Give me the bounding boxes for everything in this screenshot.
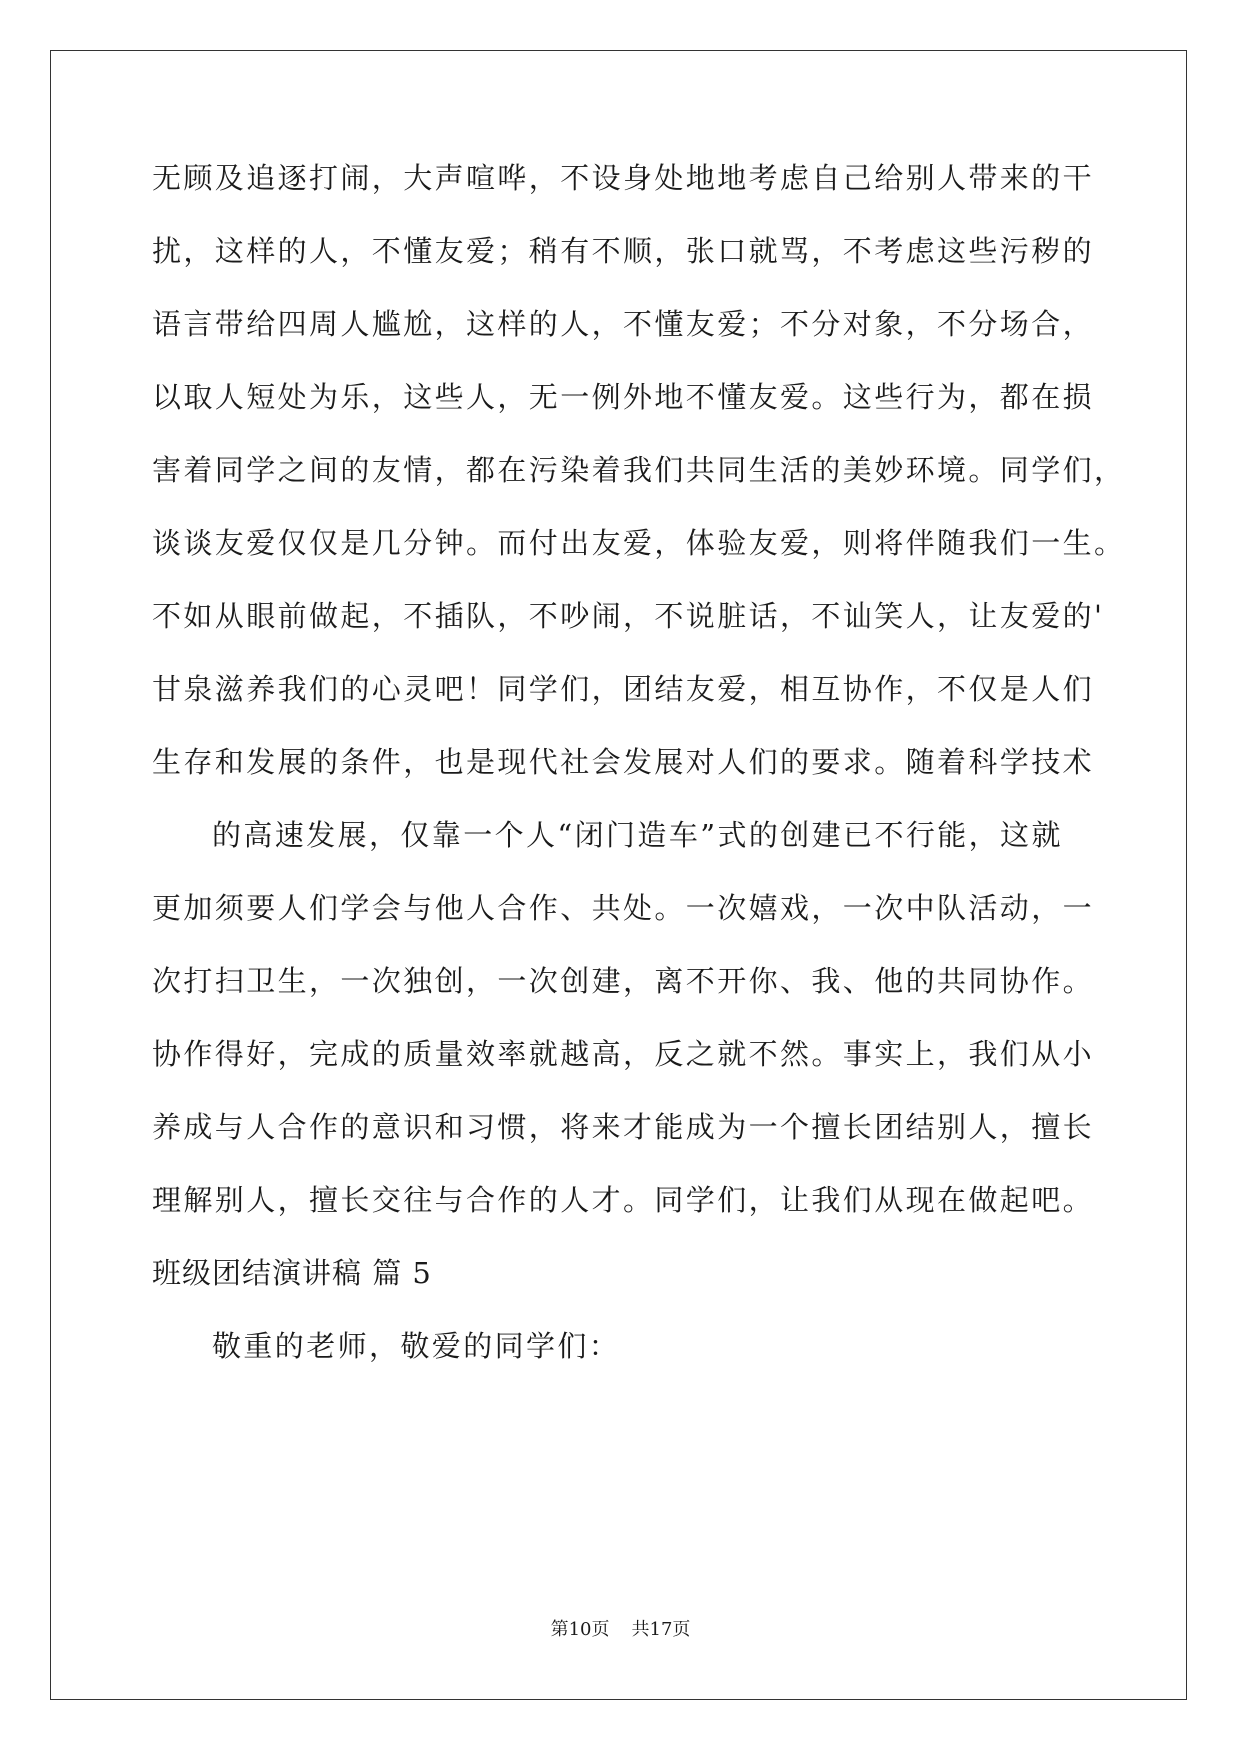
page-border <box>50 50 1187 1700</box>
body-line-6: 谈谈友爱仅仅是几分钟。而付出友爱，体验友爱，则将伴随我们一生。 <box>152 526 1126 560</box>
body-line-10: 的高速发展，仅靠一个人“闭门造车”式的创建已不行能，这就 <box>212 818 1063 852</box>
salutation: 敬重的老师，敬爱的同学们： <box>212 1329 621 1363</box>
body-line-2: 扰，这样的人，不懂友爱；稍有不顺，张口就骂，不考虑这些污秽的 <box>152 234 1095 268</box>
body-line-14: 养成与人合作的意识和习惯，将来才能成为一个擅长团结别人，擅长 <box>152 1110 1095 1144</box>
body-line-1: 无顾及追逐打闹，大声喧哗，不设身处地地考虑自己给别人带来的干 <box>152 161 1095 195</box>
body-line-11: 更加须要人们学会与他人合作、共处。一次嬉戏，一次中队活动，一 <box>152 891 1095 925</box>
section-title: 班级团结演讲稿 篇 5 <box>152 1256 432 1290</box>
body-line-7: 不如从眼前做起，不插队，不吵闹，不说脏话，不讪笑人，让友爱的' <box>152 599 1105 633</box>
body-line-8: 甘泉滋养我们的心灵吧！同学们，团结友爱，相互协作，不仅是人们 <box>152 672 1095 706</box>
body-line-5: 害着同学之间的友情，都在污染着我们共同生活的美妙环境。同学们， <box>152 453 1126 487</box>
body-line-13: 协作得好，完成的质量效率就越高，反之就不然。事实上，我们从小 <box>152 1037 1095 1071</box>
body-line-15: 理解别人，擅长交往与合作的人才。同学们，让我们从现在做起吧。 <box>152 1183 1095 1217</box>
body-line-12: 次打扫卫生，一次独创，一次创建，离不开你、我、他的共同协作。 <box>152 964 1095 998</box>
total-pages-label: 共17页 <box>631 1619 691 1640</box>
body-line-4: 以取人短处为乐，这些人，无一例外地不懂友爱。这些行为，都在损 <box>152 380 1095 414</box>
body-line-9: 生存和发展的条件，也是现代社会发展对人们的要求。随着科学技术 <box>152 745 1095 779</box>
current-page-label: 第10页 <box>550 1619 610 1640</box>
body-line-3: 语言带给四周人尴尬，这样的人，不懂友爱；不分对象，不分场合， <box>152 307 1095 341</box>
page-footer <box>0 1618 1241 1642</box>
